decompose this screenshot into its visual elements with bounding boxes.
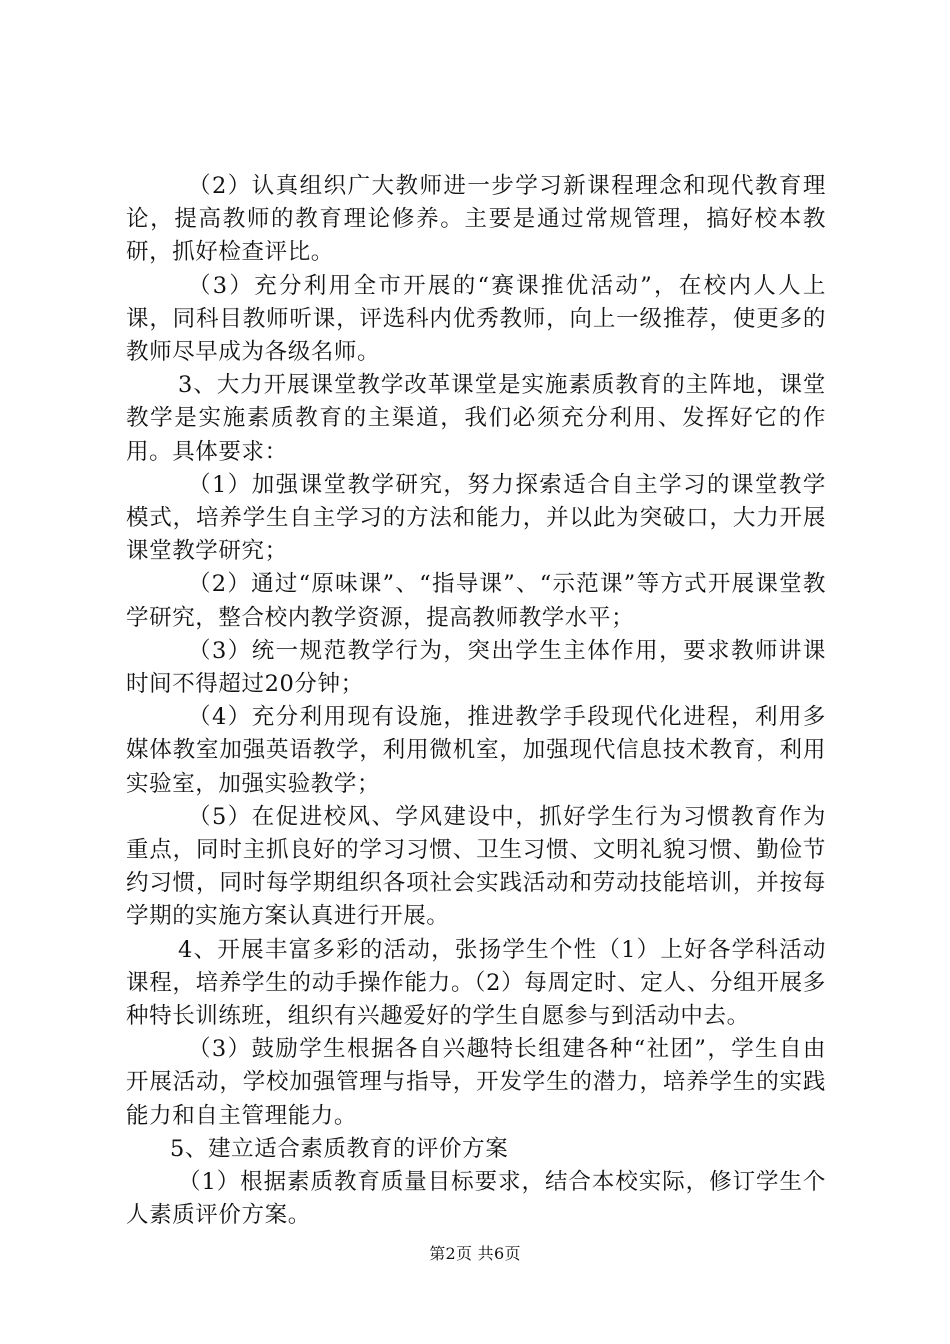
paragraph-12: （1）根据素质教育质量目标要求，结合本校实际，修订学生个人素质评价方案。 [126,1169,826,1229]
paragraph-4: （1）加强课堂教学研究，努力探索适合自主学习的课堂教学模式，培养学生自主学习的方法和能力，并以此为突破口，大力开展课堂教学研究； [126,471,826,565]
paragraph-8: （5）在促进校风、学风建设中，抓好学生行为习惯教育作为重点，同时主抓良好的学习习惯、卫生习惯、文明礼貌习惯、勤俭节约习惯，同时每学期组织各项社会实践活动和劳动技能培训，并按每学期的实施方案认真进行开展。 [126,803,826,930]
paragraph-7: （4）充分利用现有设施，推进教学手段现代化进程，利用多媒体教室加强英语教学，利用微机室，加强现代信息技术教育，利用实验室，加强实验教学； [126,704,826,797]
paragraph-2: （3）充分利用全市开展的“赛课推优活动”，在校内人人上课，同科目教师听课，评选科内优秀教师，向上一级推荐，使更多的教师尽早成为各级名师。 [126,272,826,366]
document-body [126,170,826,1233]
paragraph-5: （2）通过“原味课”、“指导课”、“示范课”等方式开展课堂教学研究，整合校内教学资源，提高教师教学水平； [126,571,826,631]
paragraph-11: 5、建立适合素质教育的评价方案 [170,1135,509,1162]
paragraph-1: （2）认真组织广大教师进一步学习新课程理念和现代教育理论，提高教师的教育理论修养。主要是通过常规管理，搞好校本教研，抓好检查评比。 [126,173,826,266]
paragraph-6: （3）统一规范教学行为，突出学生主体作用，要求教师讲课时间不得超过20分钟； [126,637,826,698]
paragraph-3: 3、大力开展课堂教学改革课堂是实施素质教育的主阵地，课堂教学是实施素质教育的主渠道，我们必须充分利用、发挥好它的作用。具体要求： [126,372,826,465]
paragraph-10: （3）鼓励学生根据各自兴趣特长组建各种“社团”，学生自由开展活动，学校加强管理与指导，开发学生的潜力，培养学生的实践能力和自主管理能力。 [126,1036,826,1129]
page-number-footer: 第2页 共6页 [429,1244,521,1263]
paragraph-9: 4、开展丰富多彩的活动，张扬学生个性（1）上好各学科活动课程，培养学生的动手操作能力。（2）每周定时、定人、分组开展多种特长训练班，组织有兴趣爱好的学生自愿参与到活动中去。 [126,936,826,1030]
